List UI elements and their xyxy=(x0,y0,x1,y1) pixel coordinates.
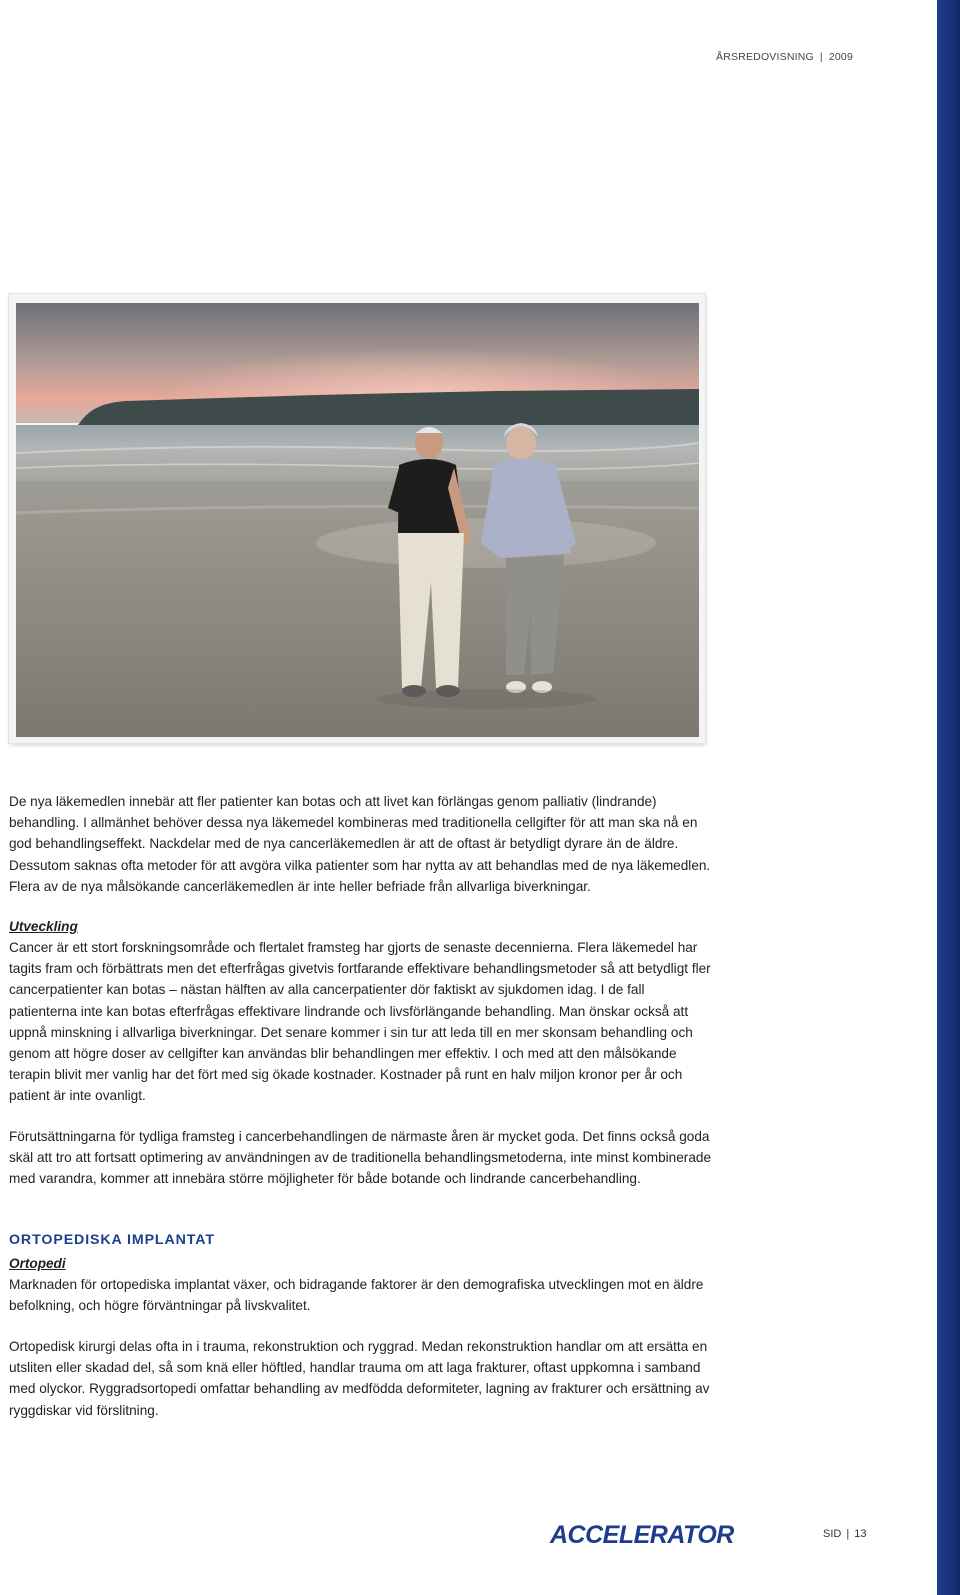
ortopedi-text: Marknaden för ortopediska implantat växer, och bidragande faktorer är den demografiska utvecklingen mot en äldre befolkning, och högre förväntningar på livskvalitet. xyxy=(9,1277,704,1314)
page-header xyxy=(716,51,853,63)
report-title: ÅRSREDOVISNING xyxy=(715,51,814,63)
ortopedi-section xyxy=(9,1254,711,1316)
accelerator-logo: ACCELERATOR xyxy=(550,1521,734,1549)
ortopedi-text-2: Ortopedisk kirurgi delas ofta in i trauma, rekonstruktion och ryggrad. Medan rekonstruktion handlar om att ersätta en utsliten eller skadad del, så som knä eller höftled, handlar trauma om att laga frakturer, oftast uppkomna i samband med olyckor. Ryggradsortopedi omfattar behandling av medfödda deformiteter, lagning av frakturer och ersättning av ryggdiskar vid förslitning. xyxy=(9,1339,710,1418)
utveckling-text-2: Förutsättningarna för tydliga framsteg i cancerbehandlingen de närmaste åren är mycket goda. Det finns också goda skäl att tro att fortsatt optimering av användningen av de traditionella behandlingsmetoderna, inte minst kombinerade med varandra, kommer att innebära större möjligheter för både botande och lindrande cancerbehandling. xyxy=(9,1129,712,1187)
page-number xyxy=(823,1528,866,1540)
utveckling-paragraph-2 xyxy=(9,1126,711,1190)
intro-paragraph xyxy=(9,791,711,897)
report-year: 2009 xyxy=(828,51,853,63)
utveckling-section xyxy=(9,917,711,1107)
page-separator: | xyxy=(846,1528,850,1540)
ortopedi-paragraph-2 xyxy=(9,1336,711,1421)
page-label: SID xyxy=(823,1528,842,1540)
intro-text: De nya läkemedlen innebär att fler patienter kan botas och att livet kan förlängas genom palliativ (lindrande) behandling. I allmänhet behöver dessa nya läkemedel kombineras med traditionella cellgifter för att man ska nå en god behandlingseffekt. Nackdelar med de nya cancerläkemedlen är att de oftast är betydligt dyrare än de äldre. Dessutom saknas ofta metoder för att avgöra vilka patienter som har nytta av att behandlas med de nya läkemedlen. Flera av de nya målsökande cancerläkemedlen är inte heller befriade från allvarliga biverkningar. xyxy=(9,794,711,894)
ortopedi-heading: Ortopedi xyxy=(9,1256,66,1271)
utveckling-heading: Utveckling xyxy=(9,919,78,934)
section-title-ortopediska: ORTOPEDISKA IMPLANTAT xyxy=(9,1232,215,1248)
beach-photo xyxy=(16,303,699,737)
page-number-value: 13 xyxy=(854,1528,867,1540)
utveckling-text: Cancer är ett stort forskningsområde och flertalet framsteg har gjorts de senaste decennierna. Flera läkemedel har tagits fram och förbättrats men det efterfrågas givetvis fortfarande effektivare behandlingsmetoder så att betydligt fler cancerpatienter kan botas – nästan hälften av alla cancerpatienter dör faktiskt av sjukdomen idag. I de fall patienterna inte kan botas efterfrågas effektivare lindrande och livsförlängande behandling. Man önskar också att uppnå minskning i allvarliga biverkningar. Det senare kommer i sin tur att leda till en mer skonsam behandling och genom att högre doser av cellgifter kan användas blir behandlingen mer effektiv. I och med att den målsökande terapin blivit mer vanlig har det fört med sig ökade kostnader. Kostnader på runt en halv miljon kronor per år och patient är inte ovanligt. xyxy=(9,940,711,1104)
side-accent-bar xyxy=(937,0,960,1595)
header-separator: | xyxy=(819,51,823,63)
